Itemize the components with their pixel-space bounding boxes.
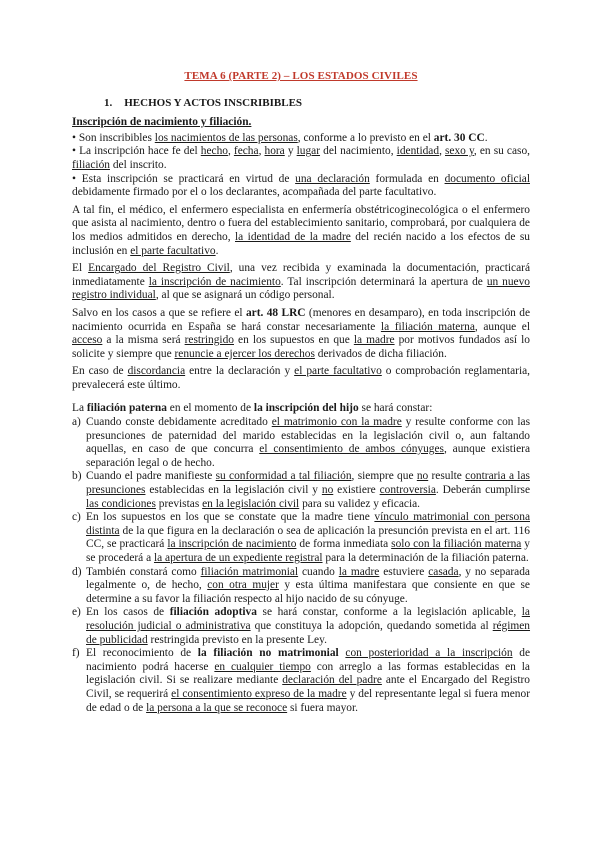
section-heading (104, 97, 530, 111)
filiacion-list (72, 416, 530, 715)
bullet-inscribibles: • Son inscribibles los nacimientos de las personas, conforme a lo previsto en el art. 30 CC. (72, 131, 488, 144)
list-item-c: c) En los supuestos en los que se constate que la madre tiene vínculo matrimonial con persona distinta de la que figura en la declaración o sea de aplicación la presunción prevista en el art. 116 CC, se practicará la inscripción de nacimiento de forma inmediata solo con la filiación materna y se procederá a la apertura de un expediente registral para la determinación de la filiación paterna. (72, 511, 530, 564)
list-item-d: d) También constará como filiación matrimonial cuando la madre estuviere casada, y no separada legalmente o, de hecho, con otra mujer y esta última manifestara que consiente en que se determine a su favor la filiación respecto al hijo nacido de su cónyuge. (72, 565, 530, 605)
paragraph-discordancia: En caso de discordancia entre la declaración y el parte facultativo o comprobación reglamentaria, prevalecerá este último. (72, 365, 531, 391)
document-page (72, 70, 530, 715)
list-item-b: b) Cuando el padre manifieste su conformidad a tal filiación, siempre que no resulte contraria a las presunciones establecidas en la legislación civil y no existiere controversia. Deberán cumplirse las condiciones previstas en la legislación civil para su validez y eficacia. (72, 470, 530, 510)
paragraph-filiacion-materna: Salvo en los casos a que se refiere el art. 48 LRC (menores en desamparo), en toda inscripción de nacimiento ocurrida en España se hará constar necesariamente la filiación materna, aunque el acceso a la misma será restringido en los supuestos en que la madre por motivos fundados así lo solicite y siempre que renuncie a ejercer los derechos derivados de dicha filiación. (72, 306, 531, 360)
list-item-f: f) El reconocimiento de la filiación no matrimonial con posterioridad a la inscripción de nacimiento podrá hacerse en cualquier tiempo con arreglo a las formas establecidas en la legislación civil. Si se realizare mediante declaración del padre ante el Encargado del Registro Civil, se requerirá el consentimiento expreso de la madre y del representante legal si fuera menor de edad o de la persona a la que se reconoce si fuera mayor. (72, 647, 530, 714)
paragraph-filiacion-paterna: La filiación paterna en el momento de la inscripción del hijo se hará constar: (72, 402, 433, 415)
subsection-heading: Inscripción de nacimiento y filiación. (72, 116, 252, 129)
section-label: HECHOS Y ACTOS INSCRIBIBLES (124, 96, 303, 109)
section-number: 1. (104, 96, 113, 109)
list-item-a: a) Cuando conste debidamente acreditado el matrimonio con la madre y resulte conforme con las presunciones de paternidad del marido establecidas en la legislación civil o, aun faltando aquellas, en caso de que concurra el consentimiento de ambos cónyuges, aunque existiera separación legal o de hecho. (72, 416, 530, 469)
bullet-declaracion: • Esta inscripción se practicará en virtud de una declaración formulada en documento oficial debidamente firmado por el o los declarantes, acompañada del parte facultativo. (72, 172, 530, 199)
bullet-hace-fe: • La inscripción hace fe del hecho, fecha, hora y lugar del nacimiento, identidad, sexo y, en su caso, filiación del inscrito. (72, 145, 530, 171)
paragraph-medico: A tal fin, el médico, el enfermero especialista en enfermería obstétricoginecológica o el enfermero que asista al nacimiento, dentro o fuera del establecimiento sanitario, comprobará, por cualquiera de los medios admitidos en derecho, la identidad de la madre del recién nacido a los efectos de su inclusión en el parte facultativo. (72, 203, 530, 257)
paragraph-encargado: El Encargado del Registro Civil, una vez recibida y examinada la documentación, practicará inmediatamente la inscripción de nacimiento. Tal inscripción determinará la apertura de un nuevo registro individual, al que se asignará un código personal. (72, 262, 530, 302)
list-item-e: e) En los casos de filiación adoptiva se hará constar, conforme a la legislación aplicable, la resolución judicial o administrativa que constituya la adopción, quedando sometida al régimen de publicidad restringida previsto en la presente Ley. (72, 606, 531, 646)
document-title: TEMA 6 (PARTE 2) – LOS ESTADOS CIVILES (184, 70, 418, 82)
